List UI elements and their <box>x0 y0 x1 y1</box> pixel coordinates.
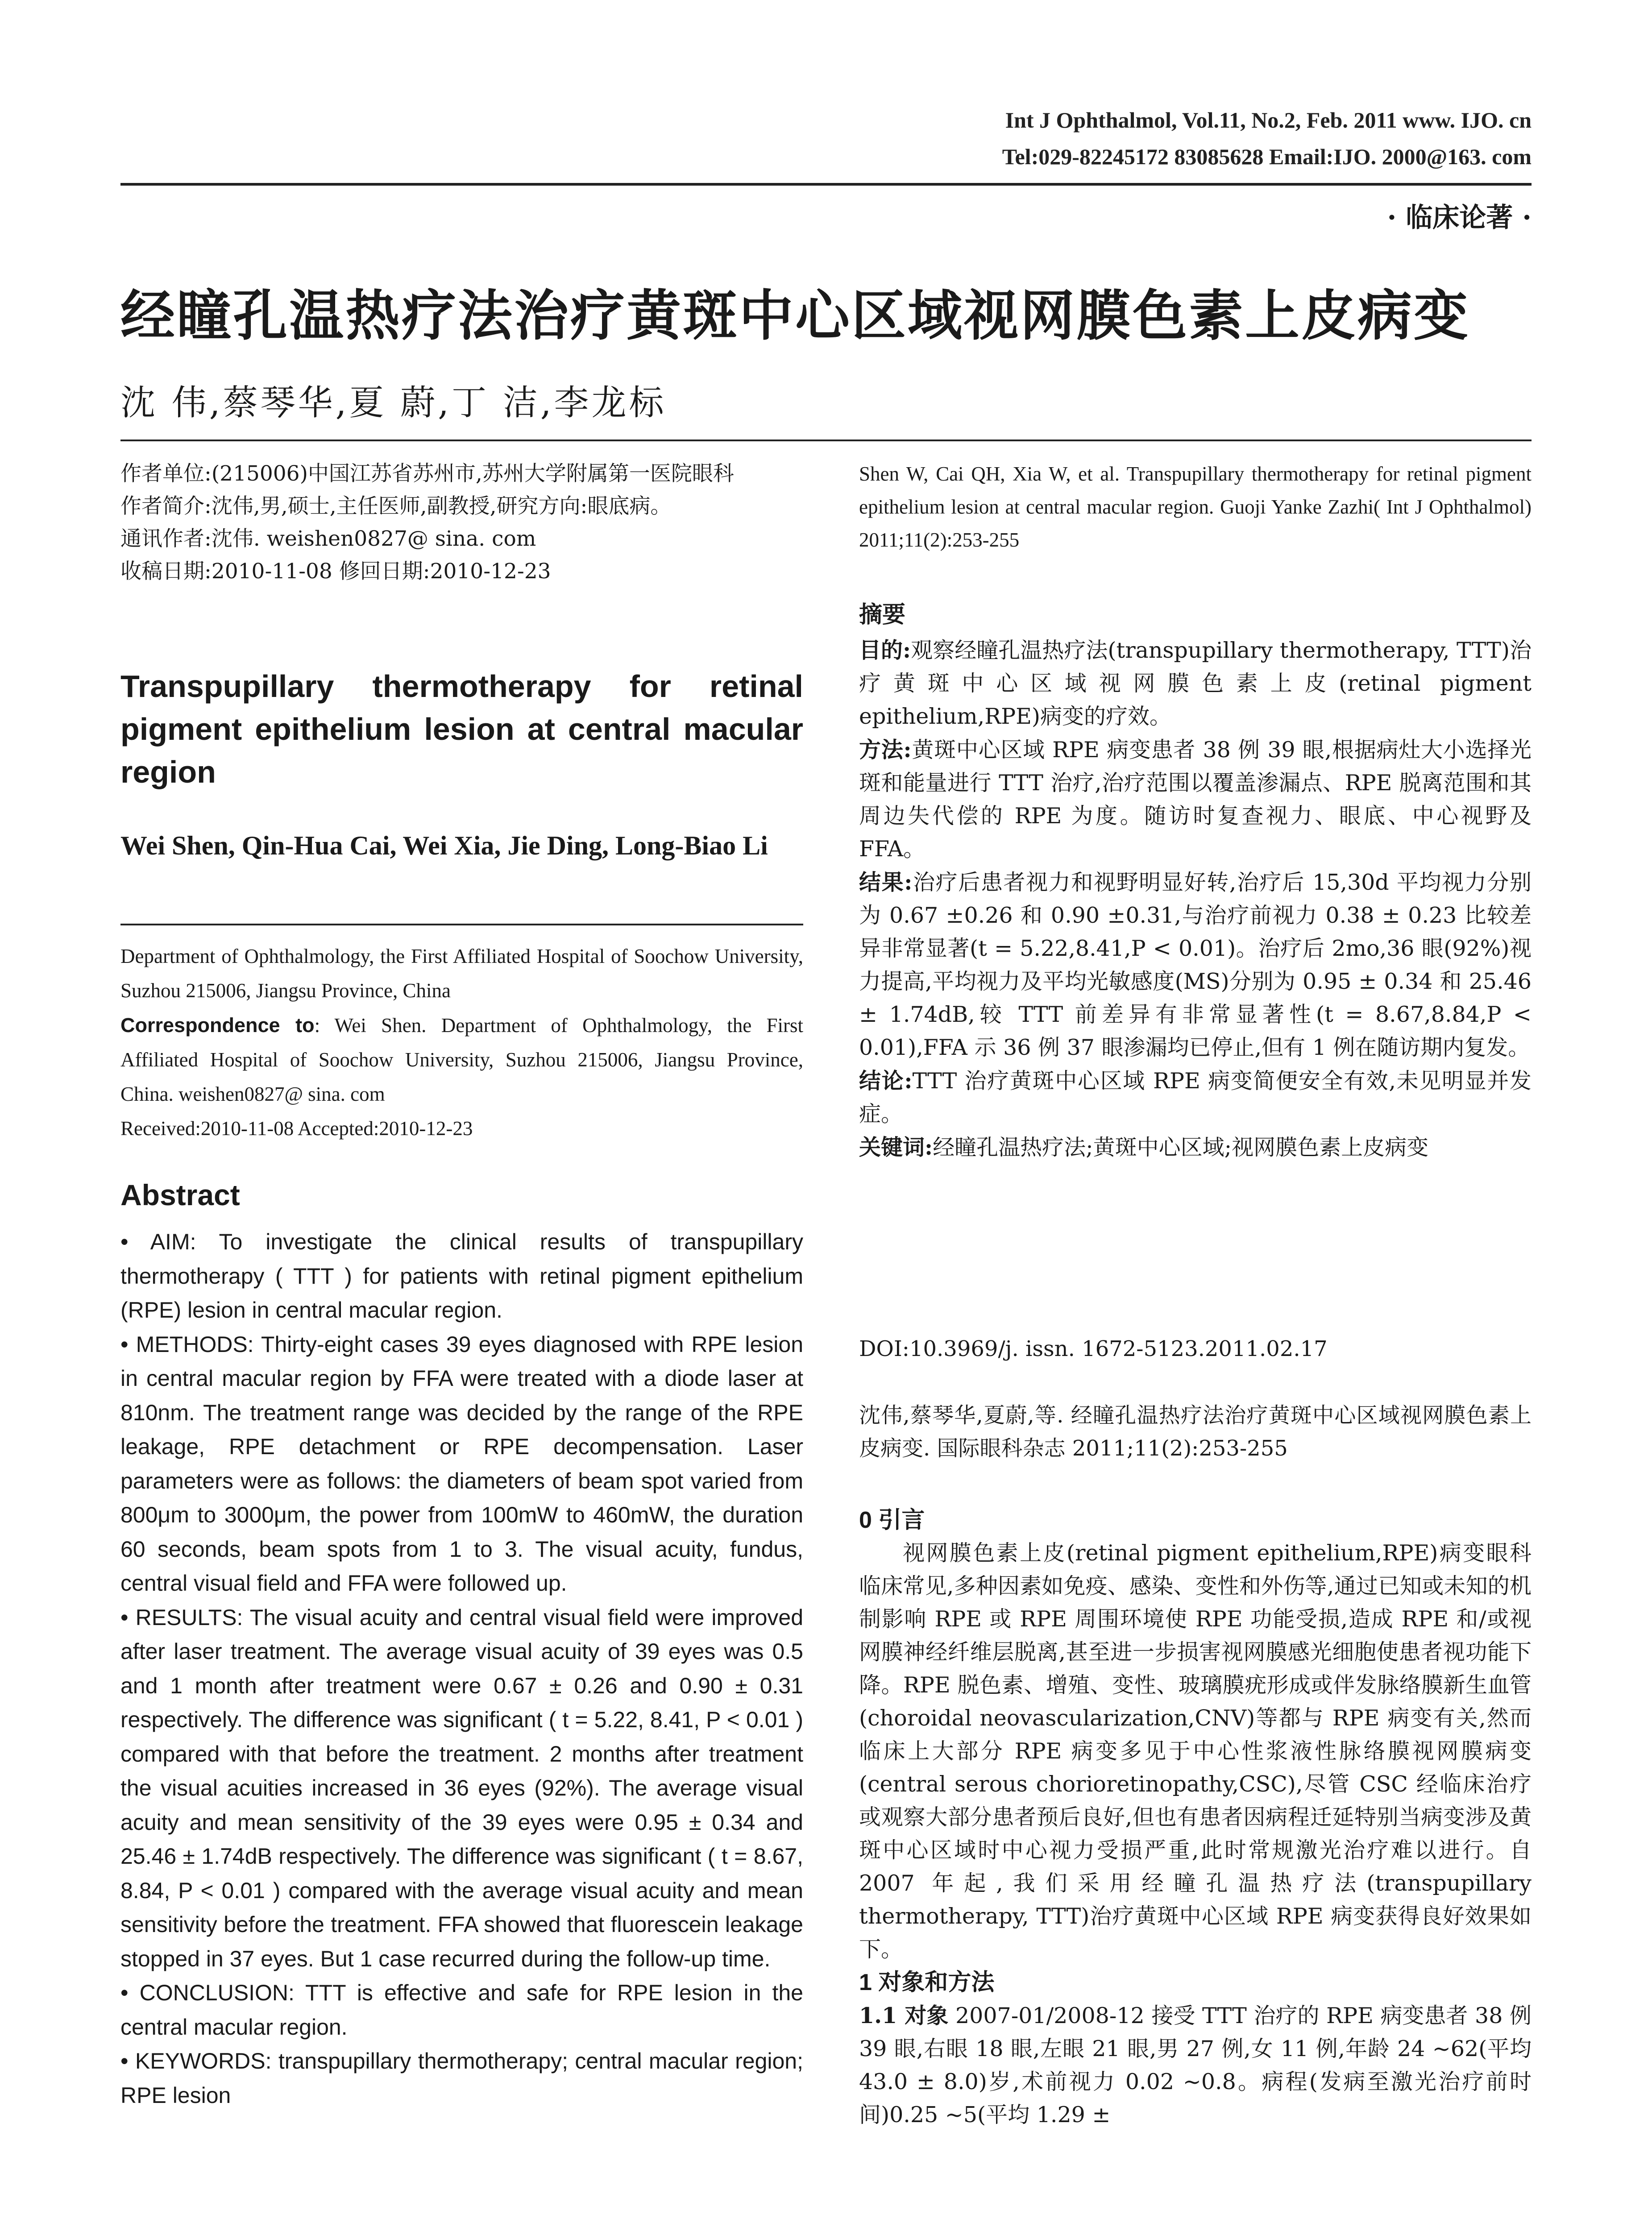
header-rule <box>120 183 1532 186</box>
doi: DOI:10.3969/j. issn. 1672-5123.2011.02.17 <box>859 1336 1328 1361</box>
journal-header-line1: Int J Ophthalmol, Vol.11, No.2, Feb. 2011 www. IJO. cn <box>1005 108 1532 133</box>
citation-en: Shen W, Cai QH, Xia W, et al. Transpupillary thermotherapy for retinal pigment epithelium lesion at central macular region. Guoji Yanke Zazhi( Int J Ophthalmol) 2011;11(2):253-255 <box>859 463 1532 551</box>
dates-en: Received:2010-11-08 Accepted:2010-12-23 <box>120 1117 473 1140</box>
methods-heading: 1 对象和方法 <box>859 1970 995 1995</box>
results-label: 结果: <box>859 869 913 895</box>
abstract-methods: • METHODS: Thirty-eight cases 39 eyes diagnosed with RPE lesion in central macular region by FFA were treated with a diode laser at 810nm. The treatment range was decided by the range of the RPE leakage, RPE detachment or RPE decompensation. Laser parameters were as follows: the diameters of beam spot varied from 800μm to 3000μm, the power from 100mW to 460mW, the duration 60 seconds, beam spots from 1 to 3. The visual acuity, fundus, central visual field and FFA were followed up. <box>120 1331 803 1596</box>
abstract-cn-aim <box>859 634 1532 733</box>
abstract-cn-results <box>859 866 1532 1064</box>
authors-rule <box>120 924 803 925</box>
abstract-cn-conclusion <box>859 1064 1532 1131</box>
abstract-cn-heading: 摘要 <box>859 601 906 628</box>
subjects-label: 1.1 对象 <box>859 2003 949 2028</box>
author-info-cn <box>120 457 803 588</box>
author-bio: 作者简介:沈伟,男,硕士,主任医师,副教授,研究方向:眼底病。 <box>120 494 672 518</box>
abstract-conclusion: • CONCLUSION: TTT is effective and safe for RPE lesion in the central macular region. <box>120 1980 803 2040</box>
abstract-cn <box>859 634 1532 1164</box>
title-cn: 经瞳孔温热疗法治疗黄斑中心区域视网膜色素上皮病变 <box>120 283 1470 348</box>
methods-label: 方法: <box>859 737 912 763</box>
citation-cn: 沈伟,蔡琴华,夏蔚,等. 经瞳孔温热疗法治疗黄斑中心区域视网膜色素上皮病变. 国际眼科杂志 2011;11(2):253-255 <box>859 1403 1532 1461</box>
author-unit: 作者单位:(215006)中国江苏省苏州市,苏州大学附属第一医院眼科 <box>120 461 734 486</box>
section-label: · 临床论著 · <box>1387 202 1532 233</box>
aim-text: 观察经瞳孔温热疗法(transpupillary thermotherapy, TTT)治疗黄斑中心区域视网膜色素上皮(retinal pigment epithelium,RPE)病变的疗效。 <box>859 638 1532 729</box>
subjects-paragraph <box>859 1999 1532 2131</box>
abstract-keywords: • KEYWORDS: transpupillary thermotherapy; central macular region; RPE lesion <box>120 2049 803 2108</box>
abstract-results: • RESULTS: The visual acuity and central visual field were improved after laser treatment. The average visual acuity of 39 eyes was 0.5 and 1 month after treatment were 0.67 ± 0.26 and 0.90 ± 0.31 respectively. The difference was significant ( t = 5.22, 8.41, P < 0.01 ) compared with that before the treatment. 2 months after treatment the visual acuities increased in 36 eyes (92%). The average visual acuity and mean sensitivity of the 39 eyes were 0.95 ± 0.34 and 25.46 ± 1.74dB respectively. The difference was significant ( t = 8.67, 8.84, P < 0.01 ) compared with the average visual acuity and mean sensitivity before the treatment. FFA showed that fluorescein leakage stopped in 37 eyes. But 1 case recurred during the follow-up time. <box>120 1605 803 1971</box>
title-rule <box>120 440 1532 441</box>
abstract-en <box>120 1225 803 2112</box>
abstract-aim: • AIM: To investigate the clinical results of transpupillary thermotherapy ( TTT ) for patients with retinal pigment epithelium (RPE) lesion in central macular region. <box>120 1229 803 1323</box>
corresponding-author: 通讯作者:沈伟. weishen0827@ sina. com <box>120 527 536 551</box>
abstract-cn-methods <box>859 733 1532 866</box>
results-text: 治疗后患者视力和视野明显好转,治疗后 15,30d 平均视力分别为 0.67 ±0.26 和 0.90 ±0.31,与治疗前视力 0.38 ± 0.23 比较差异非常显著(t = 5.22,8.41,P < 0.01)。治疗后 2mo,36 眼(92%)视力提高,平均视力及平均光敏感度(MS)分别为 0.95 ± 0.34 和 25.46 ± 1.74dB,较 TTT 前差异有非常显著性(t = 8.67,8.84,P < 0.01),FFA 示 36 例 37 眼渗漏均已停止,但有 1 例在随访期内复发。 <box>859 870 1532 1060</box>
abstract-heading: Abstract <box>120 1178 240 1211</box>
methods-text: 黄斑中心区域 RPE 病变患者 38 例 39 眼,根据病灶大小选择光斑和能量进行 TTT 治疗,治疗范围以覆盖渗漏点、RPE 脱离范围和其周边失代偿的 RPE 为度。随访时复查视力、眼底、中心视野及 FFA。 <box>859 737 1532 862</box>
department-en: Department of Ophthalmology, the First Affiliated Hospital of Soochow University, Suzhou 215006, Jiangsu Province, China <box>120 945 803 1002</box>
dates-cn: 收稿日期:2010-11-08 修回日期:2010-12-23 <box>120 559 551 584</box>
correspondence-label: Correspondence to <box>120 1014 315 1037</box>
keywords-text: 经瞳孔温热疗法;黄斑中心区域;视网膜色素上皮病变 <box>933 1135 1429 1160</box>
intro-paragraph: 视网膜色素上皮(retinal pigment epithelium,RPE)病变眼科临床常见,多种因素如免疫、感染、变性和外伤等,通过已知或未知的机制影响 RPE 或 RPE 周围环境使 RPE 功能受损,造成 RPE 和/或视网膜神经纤维层脱离,甚至进一步损害视网膜感光细胞使患者视功能下降。RPE 脱色素、增殖、变性、玻璃膜疣形成或伴发脉络膜新生血管(choroidal neovascularization,CNV)等都与 RPE 病变有关,然而临床上大部分 RPE 病变多见于中心性浆液性脉络膜视网膜病变(central serous chorioretinopathy,CSC),尽管 CSC 经临床治疗或观察大部分患者预后良好,但也有患者因病程迁延特别当病变涉及黄斑中心区域时中心视力受损严重,此时常规激光治疗难以进行。自 2007 年起,我们采用经瞳孔温热疗法(transpupillary thermotherapy, TTT)治疗黄斑中心区域 RPE 病变获得良好效果如下。 <box>859 1540 1532 1962</box>
intro-heading: 0 引言 <box>859 1507 925 1533</box>
introduction <box>859 1504 1532 2131</box>
authors-cn: 沈 伟,蔡琴华,夏 蔚,丁 洁,李龙标 <box>120 383 667 423</box>
correspondence-text: : Wei Shen. Department of Ophthalmology, the First Affiliated Hospital of Soochow University, Suzhou 215006, Jiangsu Province, China. weishen0827@ sina. com <box>120 1014 804 1105</box>
title-en: Transpupillary thermotherapy for retinal pigment epithelium lesion at central macular region <box>120 669 803 789</box>
abstract-cn-keywords <box>859 1131 1532 1164</box>
correspondence-en <box>120 1008 803 1111</box>
affiliation-en <box>120 939 803 1146</box>
conclusion-label: 结论: <box>859 1068 913 1094</box>
keywords-label: 关键词: <box>859 1134 933 1160</box>
aim-label: 目的: <box>859 637 911 663</box>
conclusion-text: TTT 治疗黄斑中心区域 RPE 病变简便安全有效,未见明显并发症。 <box>859 1068 1532 1127</box>
journal-header-line2: Tel:029-82245172 83085628 Email:IJO. 2000@163. com <box>1002 144 1532 169</box>
subjects-text: 2007-01/2008-12 接受 TTT 治疗的 RPE 病变患者 38 例 39 眼,右眼 18 眼,左眼 21 眼,男 27 例,女 11 例,年龄 24 ~62(平均 43.0 ± 8.0)岁,术前视力 0.02 ~0.8。病程(发病至激光治疗前时间)0.25 ~5(平均 1.29 ± <box>859 2003 1532 2127</box>
authors-en: Wei Shen, Qin-Hua Cai, Wei Xia, Jie Ding, Long-Biao Li <box>120 831 768 860</box>
